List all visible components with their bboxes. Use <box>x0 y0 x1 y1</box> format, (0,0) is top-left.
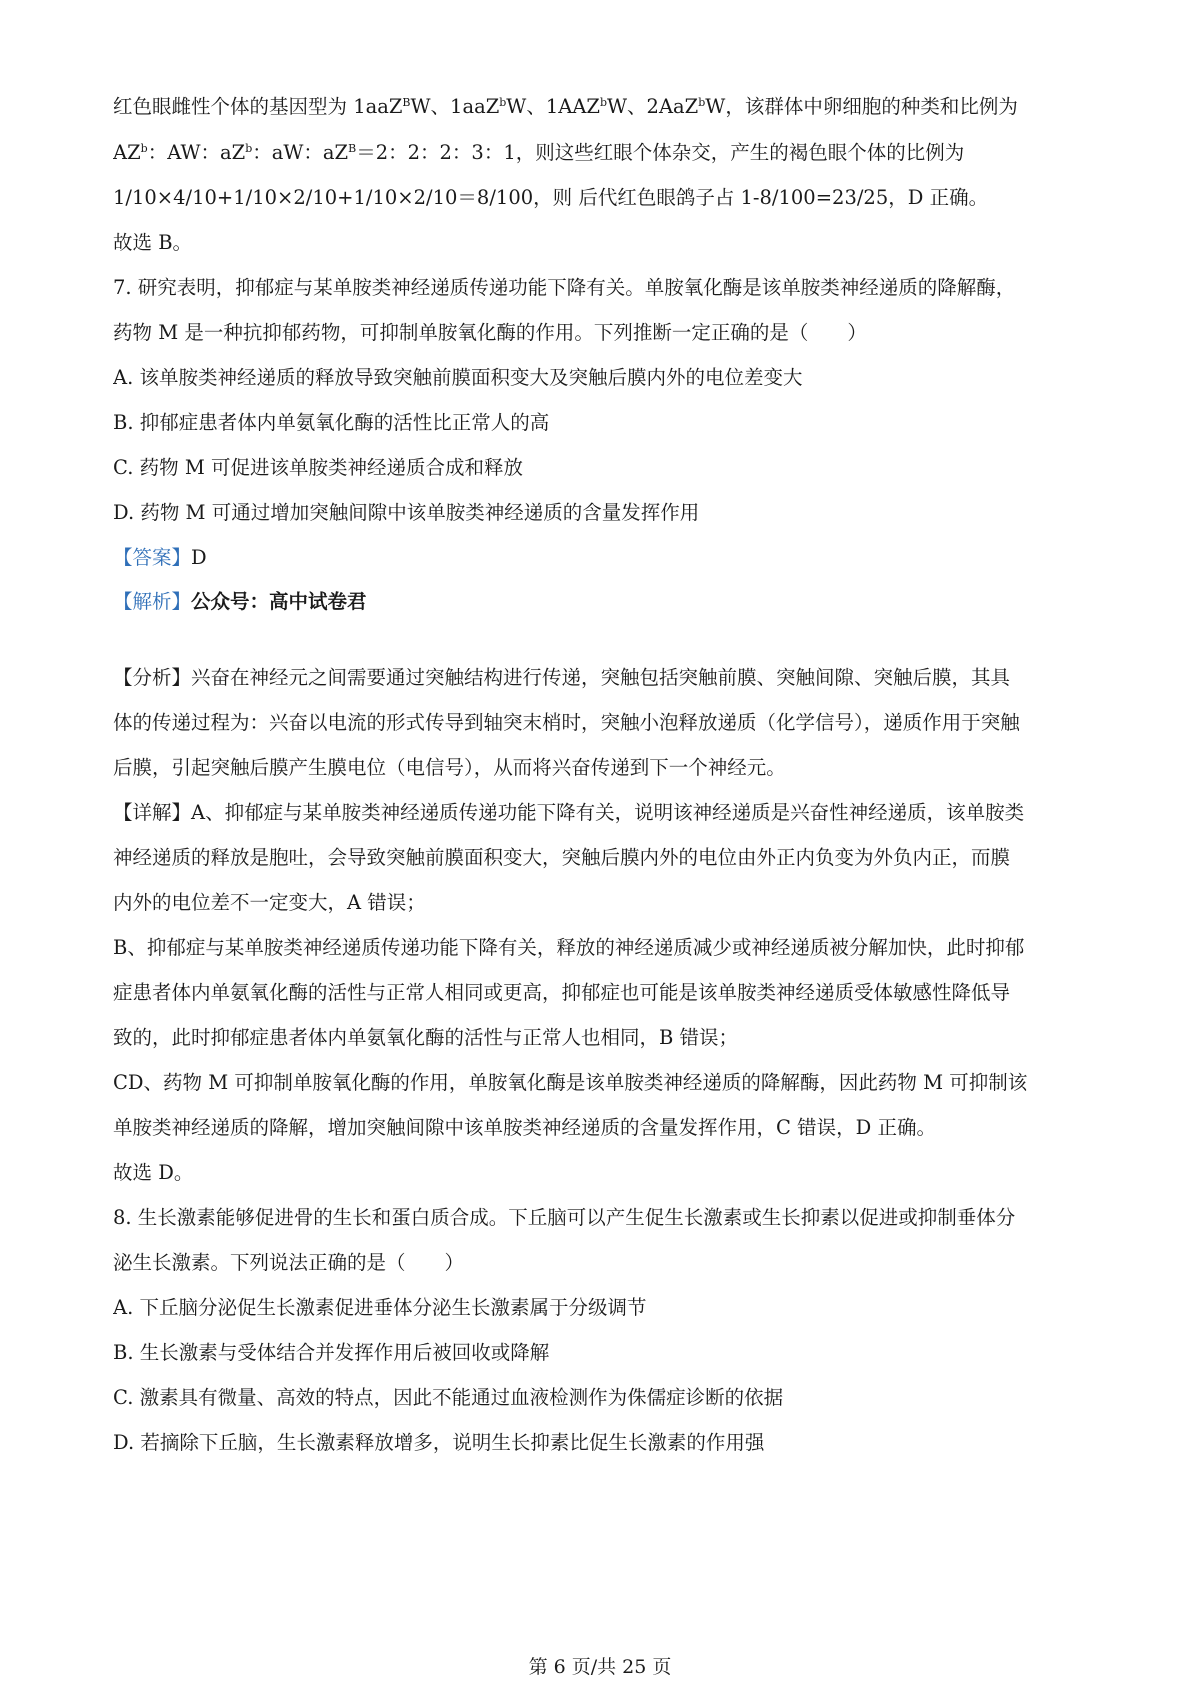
q7-answer <box>113 543 1120 573</box>
q7-xiangjie-line-8: 单胺类神经递质的降解，增加突触间隙中该单胺类神经递质的含量发挥作用，C 错误，D 正确。 <box>113 1116 936 1139</box>
q7-option-a: A. 该单胺类神经递质的释放导致突触前膜面积变大及突触后膜内外的电位差变大 <box>113 366 803 389</box>
q7-xiangjie-line-4: B、抑郁症与某单胺类神经递质传递功能下降有关，释放的神经递质减少或神经递质被分解加快，此时抑郁 <box>113 936 1025 959</box>
q7-fenxi-line-1: 【分析】兴奋在神经元之间需要通过突触结构进行传递，突触包括突触前膜、突触间隙、突触后膜，其具 <box>113 666 1011 689</box>
analysis-note: 公众号：高中试卷君 <box>191 590 367 613</box>
superscript: b <box>698 96 706 109</box>
q7-fenxi-line-2: 体的传递过程为：兴奋以电流的形式传导到轴突末梢时，突触小泡释放递质（化学信号），递质作用于突触 <box>113 711 1020 734</box>
superscript: b <box>599 96 608 109</box>
q8-stem-line-1: 8. 生长激素能够促进骨的生长和蛋白质合成。下丘脑可以产生促生长激素或生长抑素以促进或抑制垂体分 <box>113 1206 1016 1229</box>
q8-option-c: C. 激素具有微量、高效的特点，因此不能通过血液检测作为侏儒症诊断的依据 <box>113 1386 784 1409</box>
text-run: ：AW：aZ <box>147 141 246 164</box>
superscript: b <box>245 142 253 155</box>
text-run: W，该群体中卵细胞的种类和比例为 <box>705 95 1018 118</box>
q7-analysis-header <box>113 587 1120 617</box>
q7-xiangjie-line-1: 【详解】A、抑郁症与某单胺类神经递质传递功能下降有关，说明该神经递质是兴奋性神经递质，该单胺类 <box>113 801 1025 824</box>
answer-tag: 【答案】 <box>113 546 192 569</box>
q7-xiangjie-line-5: 症患者体内单氨氧化酶的活性与正常人相同或更高，抑郁症也可能是该单胺类神经递质受体敏感性降低导 <box>113 981 1011 1004</box>
text-run: AZ <box>113 141 141 164</box>
q7-xiangjie-line-6: 致的，此时抑郁症患者体内单氨氧化酶的活性与正常人也相同，B 错误； <box>113 1026 739 1049</box>
prev-text-line-1 <box>113 92 1120 122</box>
text-run: ：aW：aZ <box>252 141 349 164</box>
superscript: b <box>499 96 507 109</box>
page-footer: 第 6 页/共 25 页 <box>528 1656 672 1678</box>
text-run: W、2AaZ <box>607 95 699 118</box>
q7-stem-line-2: 药物 M 是一种抗抑郁药物，可抑制单胺氧化酶的作用。下列推断一定正确的是（ ） <box>113 321 867 344</box>
q8-option-b: B. 生长激素与受体结合并发挥作用后被回收或降解 <box>113 1341 550 1364</box>
q7-option-d: D. 药物 M 可通过增加突触间隙中该单胺类神经递质的含量发挥作用 <box>113 501 700 524</box>
prev-conclusion: 故选 B。 <box>113 231 193 254</box>
superscript: b <box>140 142 148 155</box>
prev-text-line-2 <box>113 138 1120 168</box>
q8-option-d: D. 若摘除下丘脑，生长激素释放增多，说明生长抑素比促生长激素的作用强 <box>113 1431 765 1454</box>
q7-xiangjie-line-7: CD、药物 M 可抑制单胺氧化酶的作用，单胺氧化酶是该单胺类神经递质的降解酶，因此药物 M 可抑制该 <box>113 1071 1028 1094</box>
q7-conclusion: 故选 D。 <box>113 1161 194 1184</box>
text-run: 红色眼雌性个体的基因型为 1aaZ <box>113 95 403 118</box>
q7-option-b: B. 抑郁症患者体内单氨氧化酶的活性比正常人的高 <box>113 411 550 434</box>
superscript: B <box>402 96 411 109</box>
q7-option-c: C. 药物 M 可促进该单胺类神经递质合成和释放 <box>113 456 523 479</box>
text-run: W、1AAZ <box>506 95 600 118</box>
text-run: ＝2：2：2：3：1，则这些红眼个体杂交，产生的褐色眼个体的比例为 <box>356 141 965 164</box>
q8-stem-line-2: 泌生长激素。下列说法正确的是（ ） <box>113 1251 465 1274</box>
q8-option-a: A. 下丘脑分泌促生长激素促进垂体分泌生长激素属于分级调节 <box>113 1296 647 1319</box>
text-run: W、1aaZ <box>410 95 500 118</box>
superscript: B <box>348 142 357 155</box>
prev-text-line-3: 1/10×4/10+1/10×2/10+1/10×2/10＝8/100，则 后代红色眼鸽子占 1-8/100=23/25，D 正确。 <box>113 186 989 209</box>
q7-xiangjie-line-2: 神经递质的释放是胞吐，会导致突触前膜面积变大，突触后膜内外的电位由外正内负变为外负内正，而膜 <box>113 846 1011 869</box>
analysis-tag: 【解析】 <box>113 590 192 613</box>
q7-stem-line-1: 7. 研究表明，抑郁症与某单胺类神经递质传递功能下降有关。单胺氧化酶是该单胺类神经递质的降解酶， <box>113 276 1016 299</box>
q7-xiangjie-line-3: 内外的电位差不一定变大，A 错误； <box>113 891 426 914</box>
q7-fenxi-line-3: 后膜，引起突触后膜产生膜电位（电信号），从而将兴奋传递到下一个神经元。 <box>113 756 786 779</box>
answer-value: D <box>191 546 207 569</box>
